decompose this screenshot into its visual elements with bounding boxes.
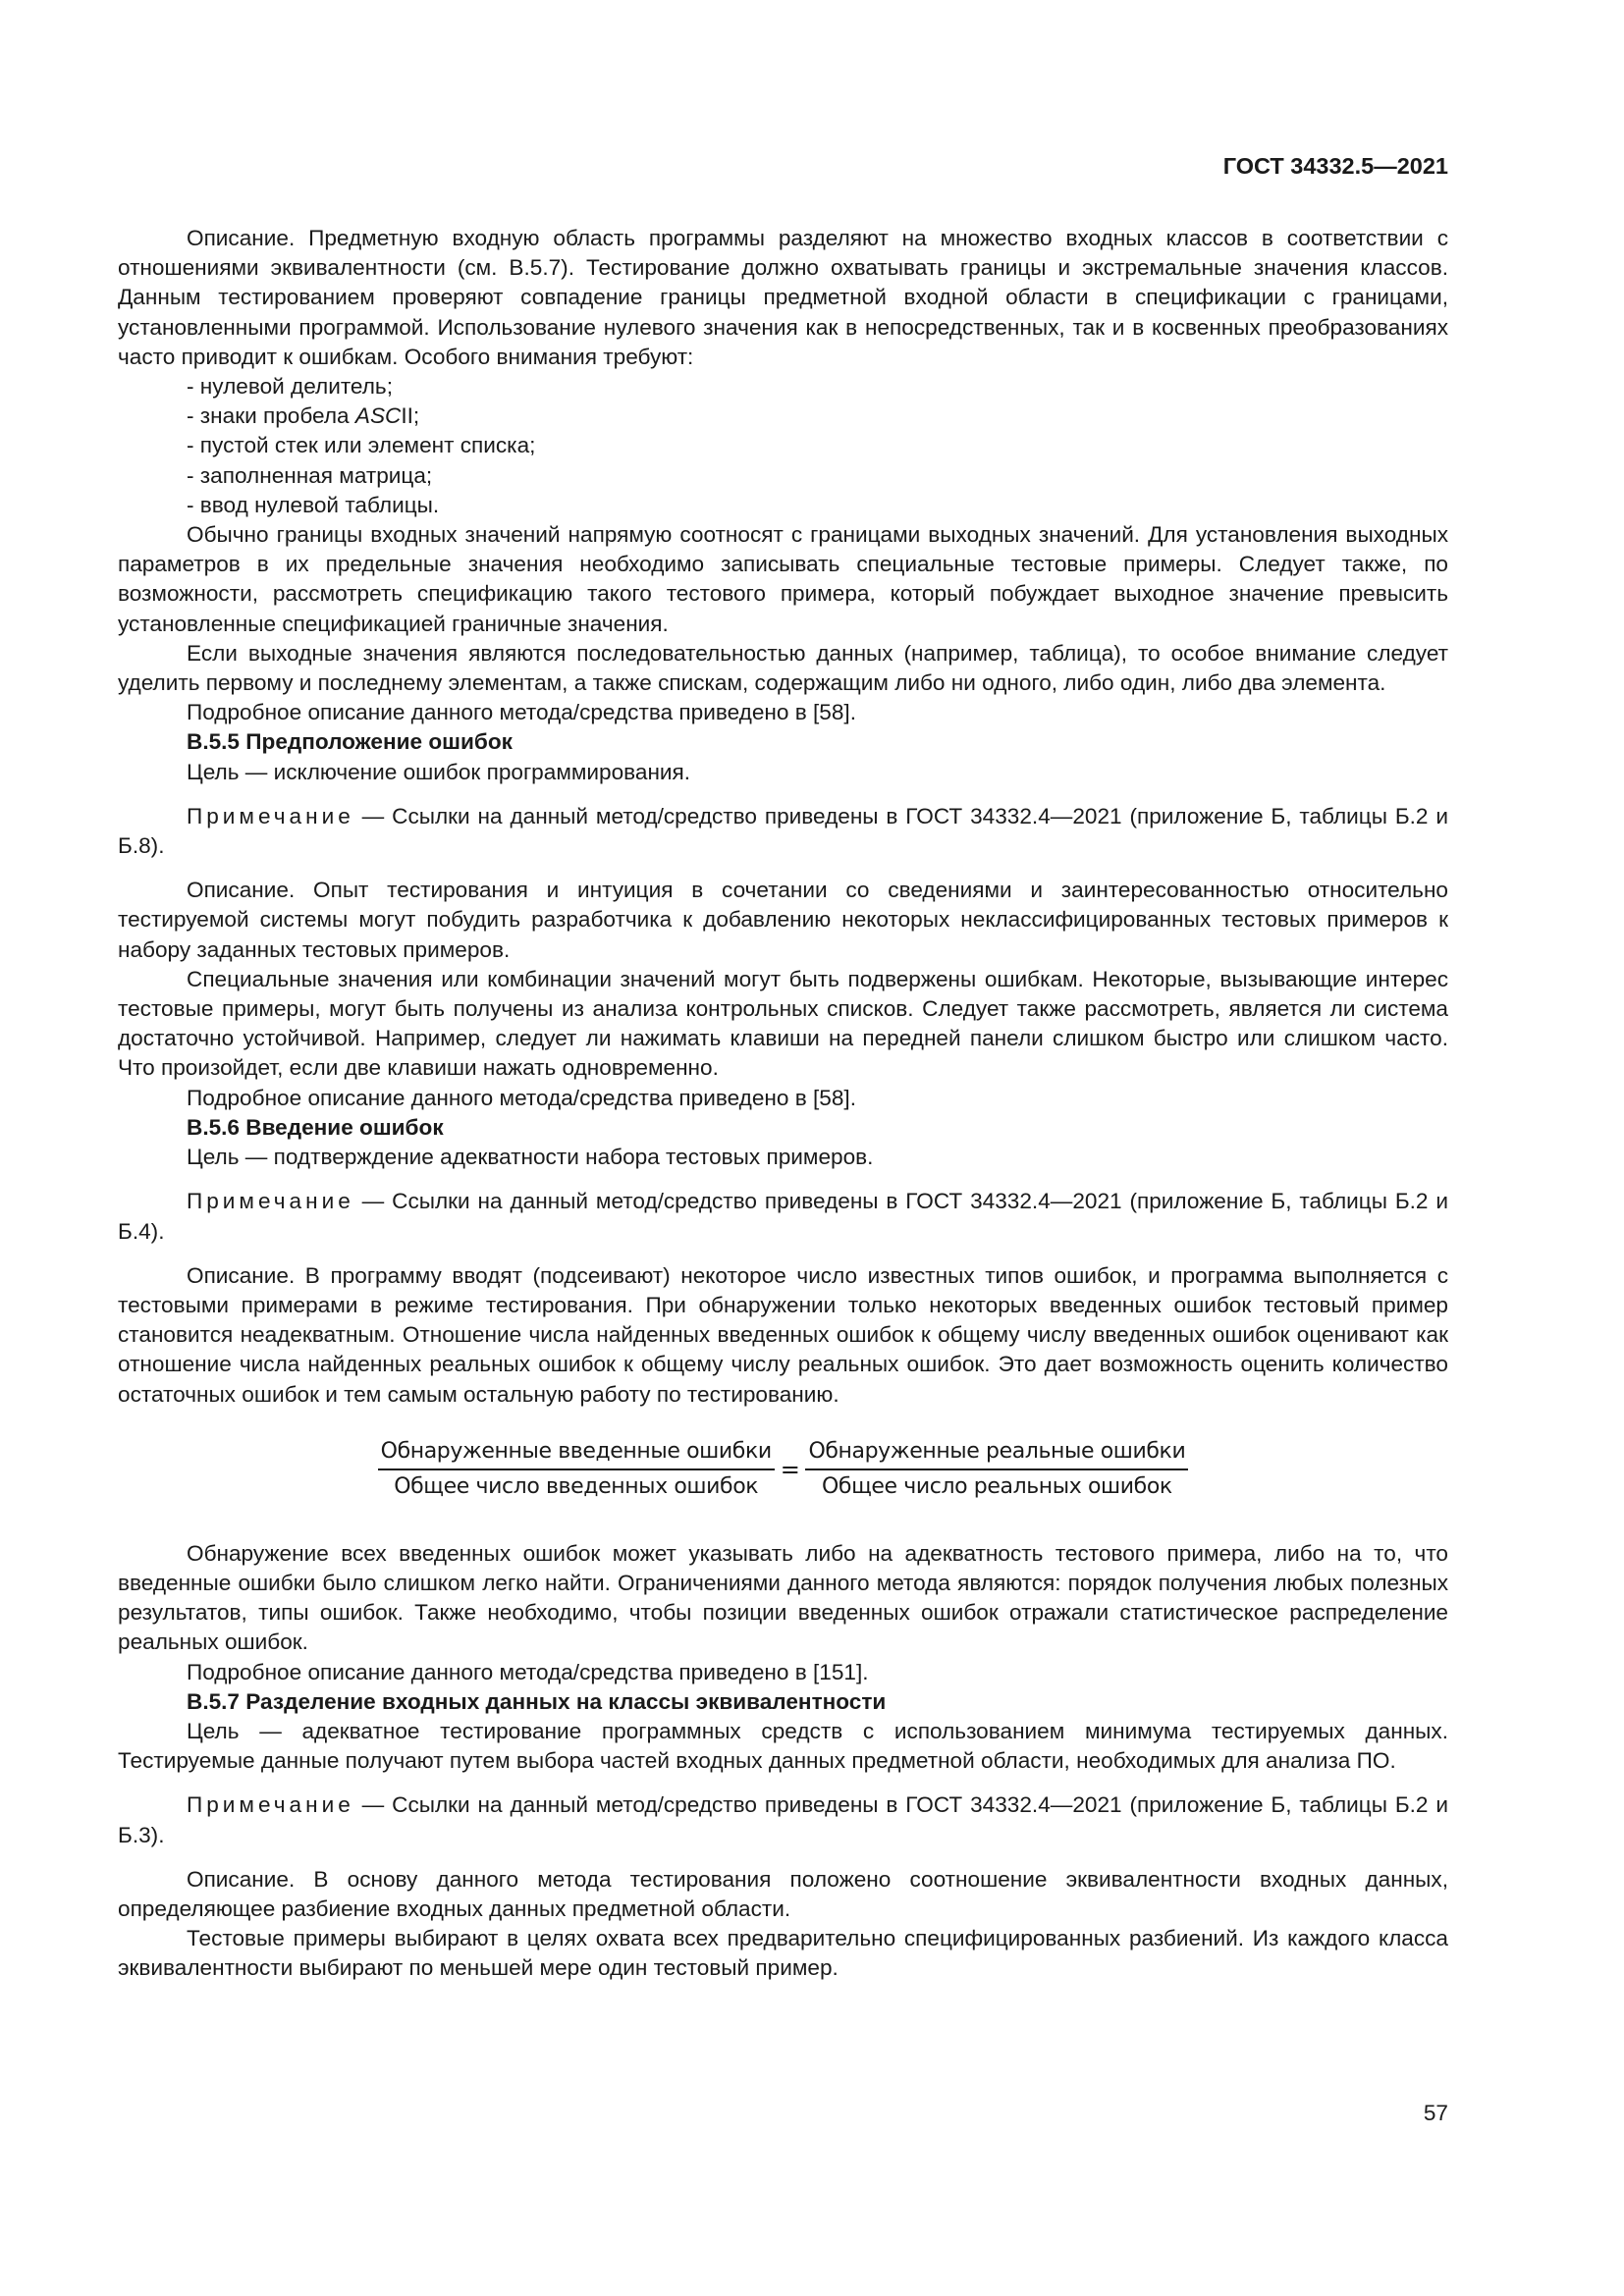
note-text: — Ссылки на данный метод/средство приведены в ГОСТ 34332.4—2021 (приложение Б, таблицы Б.2 и Б.4).	[118, 1189, 1448, 1244]
list-item-emphasis: ASC	[354, 403, 402, 429]
note-text: — Ссылки на данный метод/средство приведены в ГОСТ 34332.4—2021 (приложение Б, таблицы Б.2 и Б.3).	[118, 1792, 1448, 1847]
note-label: Примечание	[187, 1189, 354, 1214]
paragraph-boundary-description: Описание. Предметную входную область программы разделяют на множество входных классов в соответствии с отношениями эквивалентности (см. В.5.7). Тестирование должно охватывать границы и экстремальные значения классов. Данным тестированием проверяют совпадение границы предметной входной области в спецификации с границами, установленными программой. Использование нулевого значения как в непосредственных, так и в косвенных преобразованиях часто приводит к ошибкам. Особого внимания требуют:	[118, 226, 1448, 369]
section-note	[118, 802, 1448, 861]
list-item: - пустой стек или элемент списка;	[187, 433, 536, 458]
right-fraction	[805, 1437, 1188, 1502]
section-heading-error-guessing: В.5.5 Предположение ошибок	[187, 729, 513, 755]
list-item: - ввод нулевой таблицы.	[187, 492, 440, 517]
section-description: Описание. В основу данного метода тестирования положено соотношение эквивалентности входных данных, определяющее разбиение входных данных предметной области.	[118, 1866, 1448, 1921]
left-fraction	[378, 1437, 775, 1502]
note-label: Примечание	[187, 803, 354, 828]
list-item-suffix: II;	[401, 403, 420, 429]
page-content	[118, 224, 1448, 1984]
note-text: — Ссылки на данный метод/средство приведены в ГОСТ 34332.4—2021 (приложение Б, таблицы Б.2 и Б.8).	[118, 803, 1448, 859]
list-item-prefix: - знаки пробела	[187, 403, 355, 429]
list-item: - нулевой делитель;	[187, 374, 393, 400]
section-note	[118, 1187, 1448, 1246]
section-goal: Цель — адекватное тестирование программных средств с использованием минимума тестируемых данных. Тестируемые данные получают путем выбора частей входных данных предметной области, необходимых для анализа ПО.	[118, 1718, 1448, 1774]
paragraph-output-boundaries: Обычно границы входных значений напрямую соотносят с границами выходных значений. Для установления выходных параметров в их предельные значения необходимо записывать специальные тестовые примеры. Следует также, по возможности, рассмотреть спецификацию такого тестового примера, который побуждает выходное значение превысить установленные спецификацией граничные значения.	[118, 522, 1448, 636]
section-reference: Подробное описание данного метода/средства приведено в [151].	[187, 1659, 869, 1684]
left-denominator: Общее число введенных ошибок	[394, 1473, 759, 1499]
list-item	[118, 401, 1448, 431]
section-heading-error-seeding: В.5.6 Введение ошибок	[187, 1114, 444, 1140]
paragraph-output-sequences: Если выходные значения являются последовательностью данных (например, таблица), то особое внимание следует уделить первому и последнему элементам, а также спискам, содержащим либо ни одного, либо один, либо два элемента.	[118, 640, 1448, 696]
section-goal: Цель — подтверждение адекватности набора тестовых примеров.	[187, 1145, 874, 1170]
paragraph-reference: Подробное описание данного метода/средства приведено в [58].	[187, 700, 856, 725]
note-label: Примечание	[187, 1792, 354, 1818]
standard-code-header: ГОСТ 34332.5—2021	[1222, 153, 1448, 179]
left-numerator: Обнаруженные введенные ошибки	[378, 1437, 775, 1470]
right-denominator: Общее число реальных ошибок	[822, 1473, 1172, 1499]
error-ratio-formula	[118, 1437, 1448, 1502]
section-description: Тестовые примеры выбирают в целях охвата всех предварительно специфицированных разбиений. Из каждого класса эквивалентности выбирают по меньшей мере один тестовый пример.	[118, 1926, 1448, 1981]
right-numerator: Обнаруженные реальные ошибки	[805, 1437, 1188, 1470]
section-description: Описание. Опыт тестирования и интуиция в сочетании со сведениями и заинтересованностью относительно тестируемой системы могут побудить разработчика к добавлению некоторых неклассифицированных тестовых примеров к набору заданных тестовых примеров.	[118, 878, 1448, 962]
section-note	[118, 1790, 1448, 1849]
section-heading-equivalence-classes: В.5.7 Разделение входных данных на классы эквивалентности	[187, 1688, 887, 1714]
section-description: Обнаружение всех введенных ошибок может указывать либо на адекватность тестового примера, либо на то, что введенные ошибки было слишком легко найти. Ограничениями данного метода являются: порядок получения любых полезных результатов, типы ошибок. Также необходимо, чтобы позиции введенных ошибок отражали статистическое распределение реальных ошибок.	[118, 1540, 1448, 1655]
section-goal: Цель — исключение ошибок программирования.	[187, 759, 691, 784]
equals-sign: =	[780, 1455, 800, 1483]
list-item: - заполненная матрица;	[187, 462, 433, 488]
page-number: 57	[1423, 2101, 1448, 2125]
section-reference: Подробное описание данного метода/средства приведено в [58].	[187, 1085, 856, 1110]
section-description: Описание. В программу вводят (подсеивают) некоторое число известных типов ошибок, и программа выполняется с тестовыми примерами в режиме тестирования. При обнаружении только некоторых введенных ошибок тестовый пример становится неадекватным. Отношение числа найденных введенных ошибок к общему числу введенных ошибок оценивают как отношение числа найденных реальных ошибок к общему числу реальных ошибок. Это дает возможность оценить количество остаточных ошибок и тем самым остальную работу по тестированию.	[118, 1262, 1448, 1407]
section-description: Специальные значения или комбинации значений могут быть подвержены ошибкам. Некоторые, вызывающие интерес тестовые примеры, могут быть получены из анализа контрольных списков. Следует также рассмотреть, является ли система достаточно устойчивой. Например, следует ли нажимать клавиши на передней панели слишком быстро или слишком часто. Что произойдет, если две клавиши нажать одновременно.	[118, 966, 1448, 1081]
